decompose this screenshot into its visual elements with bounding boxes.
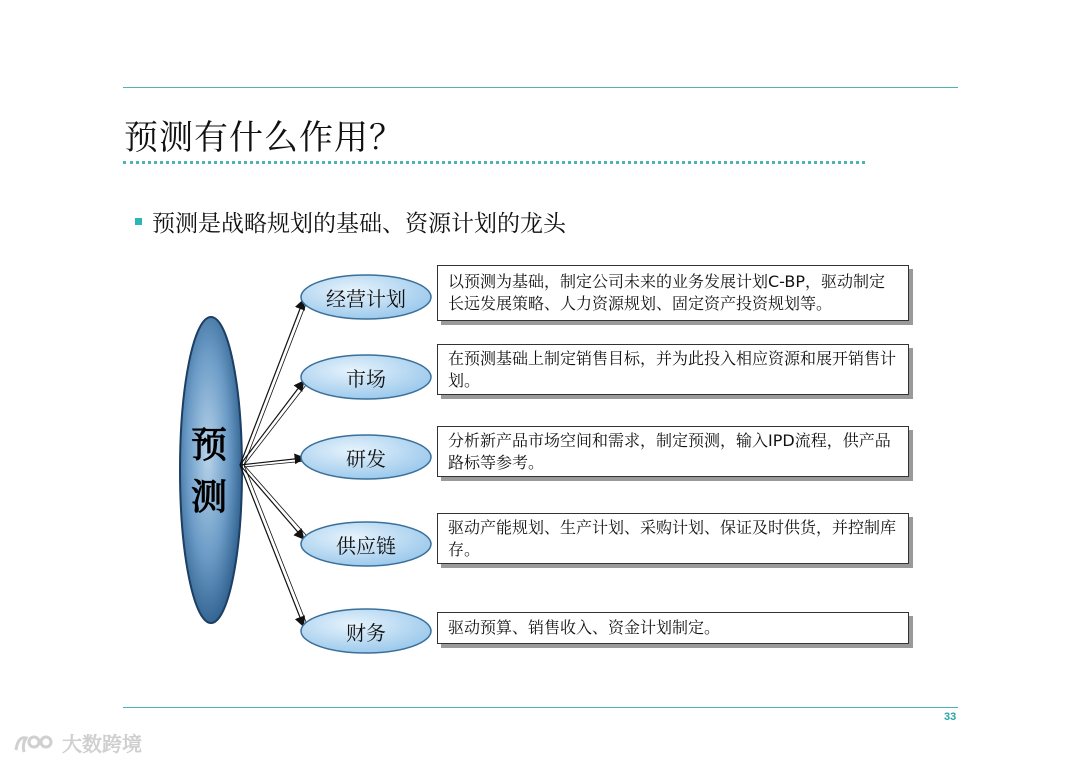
branch-text-finance: 驱动预算、销售收入、资金计划制定。 (448, 618, 721, 637)
branch-text-business-plan: 以预测为基础，制定公司未来的业务发展计划C-BP，驱动制定长远发展策略、人力资源规划、固定资产投资规划等。 (448, 272, 886, 313)
branch-text-market: 在预测基础上制定销售目标，并为此投入相应资源和展开销售计划。 (448, 348, 897, 390)
branch-label-rd: 研发 (346, 446, 386, 471)
page-title: 预测有什么作用？ (124, 118, 404, 158)
page-number: 33 (944, 711, 957, 723)
arrow-1b (244, 304, 306, 465)
arrow-1 (240, 301, 303, 465)
bottom-rule (123, 707, 958, 708)
branch-box-market (437, 344, 909, 395)
connector-arrows (240, 301, 306, 625)
branch-text-supply-chain: 驱动产能规划、生产计划、采购计划、保证及时供货，并控制库存。 (448, 517, 897, 559)
branch-box-business-plan (437, 265, 909, 321)
center-label: 预测 (190, 425, 227, 518)
watermark-text: 大数跨境 (62, 732, 142, 756)
arrow-2b (244, 385, 306, 465)
watermark (12, 728, 142, 757)
watermark-logo-icon (12, 730, 56, 756)
branch-box-supply-chain (437, 513, 909, 564)
branch-label-supply-chain: 供应链 (336, 533, 396, 558)
arrow-5b (244, 465, 306, 622)
branch-box-rd (437, 426, 909, 477)
arrow-4 (240, 465, 303, 538)
branch-label-business-plan: 经营计划 (326, 286, 406, 311)
branch-box-finance (437, 612, 909, 644)
branch-label-market: 市场 (346, 366, 386, 391)
branch-label-finance: 财务 (346, 620, 386, 645)
branch-text-rd: 分析新产品市场空间和需求，制定预测，输入IPD流程，供产品路标等参考。 (448, 430, 891, 472)
bullet-text: 预测是战略规划的基础、资源计划的龙头 (152, 211, 566, 237)
arrow-5 (240, 465, 303, 625)
